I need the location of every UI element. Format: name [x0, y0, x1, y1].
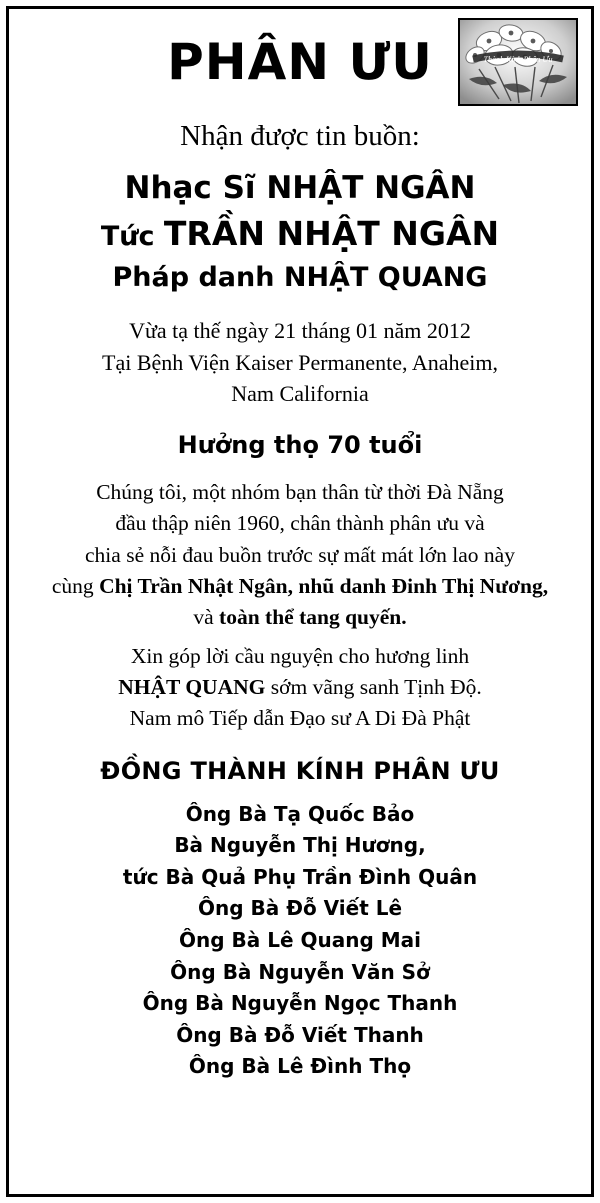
prayer-block	[14, 641, 586, 735]
list-item: Ông Bà Đỗ Viết Thanh	[176, 1022, 424, 1047]
deceased-name-line-2-prefix: Tức	[100, 220, 164, 252]
prayer-line-2-rest: sớm vãng sanh Tịnh Độ.	[265, 675, 482, 700]
list-item: Ông Bà Lê Đình Thọ	[188, 1054, 412, 1079]
condolence-line-1: Chúng tôi, một nhóm bạn thân từ thời Đà Nẵng	[96, 480, 504, 505]
condolence-line-5	[14, 602, 586, 633]
prayer-line-3: Nam mô Tiếp dẫn Đạo sư A Di Đà Phật	[129, 706, 471, 731]
list-item: tức Bà Quả Phụ Trần Đình Quân	[122, 864, 478, 889]
prayer-line-2-bold: NHẬT QUANG	[118, 675, 266, 700]
condolence-line-4-bold: Chị Trần Nhật Ngân, nhũ danh Đinh Thị Nương,	[99, 573, 549, 598]
deceased-name-line-1: Nhạc Sĩ NHẬT NGÂN	[124, 170, 476, 206]
prayer-line-1: Xin góp lời cầu nguyện cho hương linh	[130, 644, 470, 669]
condolence-line-5-prefix: và	[193, 604, 220, 629]
page-title: PHÂN ƯU	[167, 33, 433, 91]
closing-line: ĐỒNG THÀNH KÍNH PHÂN ƯU	[100, 756, 500, 785]
condolence-line-4-prefix: cùng	[51, 573, 100, 598]
condolence-line-3: chia sẻ nỗi đau buồn trước sự mất mát lớn lao này	[85, 542, 515, 567]
wreath-ribbon-text: Thành Kính Phân Ưu	[483, 55, 553, 64]
list-item: Ông Bà Nguyễn Ngọc Thanh	[142, 991, 458, 1016]
notice-content	[14, 14, 586, 1189]
notice-subtitle: Nhận được tin buồn:	[180, 120, 420, 152]
age-line: Hưởng thọ 70 tuổi	[177, 431, 423, 460]
signers-list	[14, 799, 586, 1083]
list-item: Bà Nguyễn Thị Hương,	[174, 833, 426, 858]
deceased-dharma-name: Pháp danh NHẬT QUANG	[112, 261, 488, 293]
condolence-body	[14, 477, 586, 633]
prayer-line-2	[14, 672, 586, 703]
condolence-line-4	[14, 571, 586, 602]
condolence-line-2: đầu thập niên 1960, chân thành phân ưu và	[115, 511, 485, 536]
list-item: Ông Bà Đỗ Viết Lê	[197, 896, 403, 921]
deceased-name-block	[14, 169, 586, 295]
death-place-line: Tại Bệnh Viện Kaiser Permanente, Anaheim,	[102, 349, 498, 375]
death-date-line: Vừa tạ thế ngày 21 tháng 01 năm 2012	[129, 318, 471, 344]
deceased-name-line-2	[14, 213, 586, 255]
death-region-line: Nam California	[231, 380, 369, 406]
funeral-wreath-image	[458, 18, 578, 106]
notice-header	[14, 14, 586, 110]
list-item: Ông Bà Lê Quang Mai	[178, 927, 421, 952]
list-item: Ông Bà Nguyễn Văn Sở	[170, 959, 430, 984]
death-details	[14, 315, 586, 409]
deceased-name-line-2-main: TRẦN NHẬT NGÂN	[163, 213, 500, 253]
condolence-line-5-bold: toàn thể tang quyến.	[219, 604, 407, 629]
list-item: Ông Bà Tạ Quốc Bảo	[185, 801, 415, 826]
